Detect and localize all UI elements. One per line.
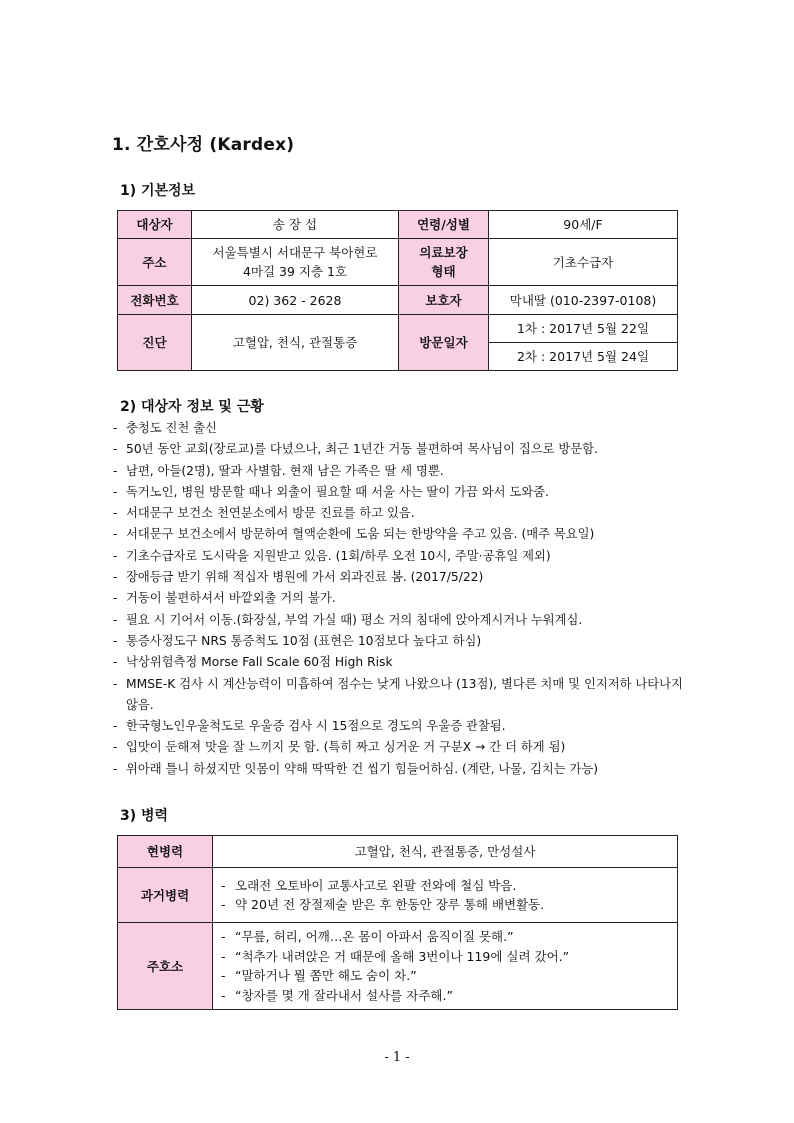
section-heading-basic-info: 1) 기본정보 (120, 183, 196, 199)
chief-complaint-label: 주호소 (118, 923, 213, 1010)
list-item: - MMSE-K 검사 시 계산능력이 미흡하여 점수는 낮게 나왔으나 (13점), 별다른 치매 및 인지저하 나타나지 않음. (113, 674, 693, 717)
past-history-list (213, 868, 678, 923)
insurance-value: 기초수급자 (489, 239, 678, 286)
guardian-value: 막내딸 (010-2397-0108) (489, 286, 678, 315)
current-history-label: 현병력 (118, 836, 213, 868)
basic-info-table (117, 210, 678, 371)
insurance-label-line-1: 의료보장 (419, 245, 468, 260)
list-item: - 장애등급 받기 위해 적십자 병원에 가서 외과진료 봄. (2017/5/22) (113, 567, 693, 588)
address-value (192, 239, 399, 286)
name-label: 대상자 (118, 211, 192, 239)
visit-date-2: 2차 : 2017년 5월 24일 (489, 343, 678, 371)
diagnosis-label: 진단 (118, 315, 192, 371)
table-row (118, 315, 678, 343)
table-row (118, 239, 678, 286)
visit-date-1: 1차 : 2017년 5월 22일 (489, 315, 678, 343)
table-row (118, 211, 678, 239)
address-line-1: 서울특별시 서대문구 북아현로 (212, 245, 378, 260)
section-heading-client-info: 2) 대상자 정보 및 근황 (120, 399, 264, 415)
list-item: - 50년 동안 교회(장로교)를 다녔으나, 최근 1년간 거동 불편하여 목사님이 집으로 방문함. (113, 439, 693, 460)
list-item: - 남편, 아들(2명), 딸과 사별함. 현재 남은 가족은 딸 세 명뿐. (113, 461, 693, 482)
list-item: - 거동이 불편하셔서 바깥외출 거의 불가. (113, 588, 693, 609)
chief-complaint-list (213, 923, 678, 1010)
client-info-list (113, 418, 693, 780)
diagnosis-value: 고혈압, 천식, 관절통증 (192, 315, 399, 371)
insurance-label-line-2: 형태 (431, 264, 456, 279)
table-row (118, 836, 678, 868)
list-item: - 필요 시 기어서 이동.(화장실, 부엌 가실 때) 평소 거의 침대에 앉아계시거나 누워계심. (113, 610, 693, 631)
phone-value: 02) 362 - 2628 (192, 286, 399, 315)
past-history-label: 과거병력 (118, 868, 213, 923)
list-item: - “창자를 몇 개 잘라내서 설사를 자주해.” (221, 986, 669, 1006)
list-item: - 약 20년 전 장절제술 받은 후 한동안 장루 통해 배변활동. (221, 895, 669, 915)
address-label: 주소 (118, 239, 192, 286)
list-item: - 통증사정도구 NRS 통증척도 10점 (표현은 10점보다 높다고 하심) (113, 631, 693, 652)
document-title: 1. 간호사정 (Kardex) (112, 135, 295, 155)
list-item: - 기초수급자로 도시락을 지원받고 있음. (1회/하루 오전 10시, 주말·공휴일 제외) (113, 546, 693, 567)
current-history-value: 고혈압, 천식, 관절통증, 만성설사 (213, 836, 678, 868)
page-number: - 1 - (384, 1050, 410, 1065)
list-item: - 낙상위험측정 Morse Fall Scale 60점 High Risk (113, 652, 693, 673)
guardian-label: 보호자 (399, 286, 489, 315)
list-item: - 오래전 오토바이 교통사고로 왼팔 전와에 철심 박음. (221, 876, 669, 896)
list-item: - “무릎, 허리, 어깨…온 몸이 아파서 움직이질 못해.” (221, 927, 669, 947)
medical-history-table (117, 835, 678, 1010)
table-row (118, 868, 678, 923)
list-item: - 위아래 틀니 하셨지만 잇몸이 약해 딱딱한 건 씹기 힘들어하심. (계란, 나물, 김치는 가능) (113, 759, 693, 780)
list-item: - “척추가 내려앉은 거 때문에 올해 3번이나 119에 실려 갔어.” (221, 947, 669, 967)
phone-label: 전화번호 (118, 286, 192, 315)
section-heading-history: 3) 병력 (120, 808, 169, 824)
insurance-label (399, 239, 489, 286)
list-item: - 입맛이 둔해져 맛을 잘 느끼지 못 함. (특히 짜고 싱거운 거 구분X → 간 더 하게 됨) (113, 737, 693, 758)
list-item: - “말하거나 뭘 쫌만 해도 숨이 차.” (221, 966, 669, 986)
list-item: - 독거노인, 병원 방문할 때나 외출이 필요할 때 서울 사는 딸이 가끔 와서 도와줌. (113, 482, 693, 503)
list-item: - 한국형노인우울척도로 우울증 검사 시 15점으로 경도의 우울증 관찰됨. (113, 716, 693, 737)
address-line-2: 4마길 39 지층 1호 (242, 264, 348, 279)
table-row (118, 923, 678, 1010)
list-item: - 충청도 진천 출신 (113, 418, 693, 439)
table-row (118, 286, 678, 315)
name-value: 송 장 섭 (192, 211, 399, 239)
list-item: - 서대문구 보건소 천연분소에서 방문 진료를 하고 있음. (113, 503, 693, 524)
visit-label: 방문일자 (399, 315, 489, 371)
list-item: - 서대문구 보건소에서 방문하여 혈액순환에 도움 되는 한방약을 주고 있음. (매주 목요일) (113, 524, 693, 545)
age-label: 연령/성별 (399, 211, 489, 239)
age-value: 90세/F (489, 211, 678, 239)
